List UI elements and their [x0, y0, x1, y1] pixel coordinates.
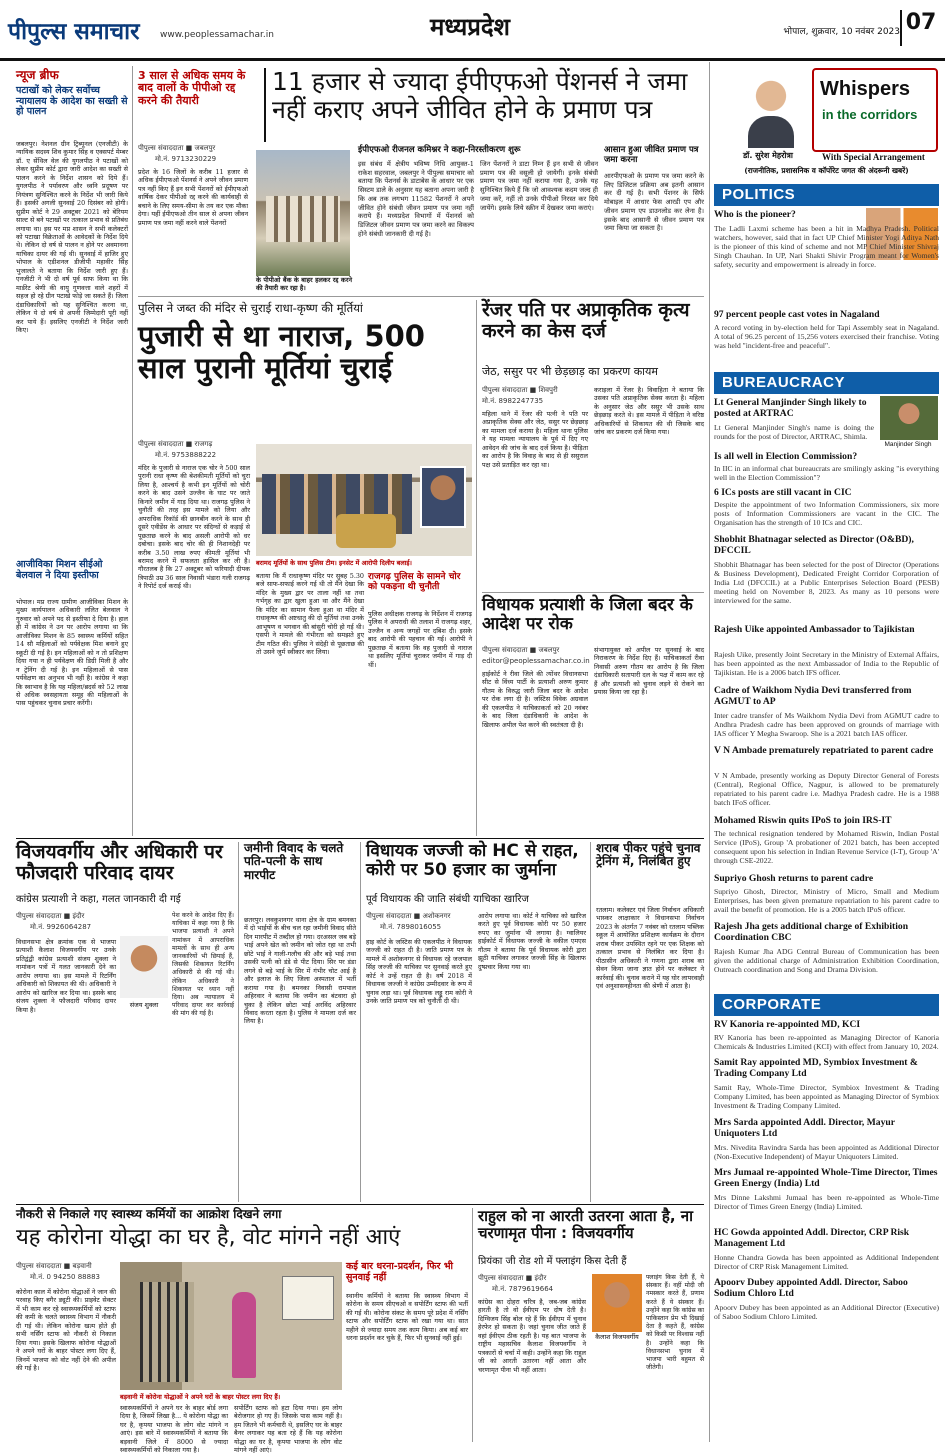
- corporate-item-text: Mrs Dinne Lakshmi Jumaal has been re-appointed as Whole-Time Director of Times Green Energy (India) Limited.: [714, 1193, 939, 1212]
- section-divider: [138, 296, 704, 297]
- bureaucracy-item-text: Supriyo Ghosh, Director, Ministry of Micro, Small and Medium Enterprises, has been given premature repatriation to his parent cadre to avail the benefit of promotion. He is a 2005 batch IPoS officer.: [714, 887, 939, 915]
- corporate-item-text: RV Kanoria has been re-appointed as Managing Director of Kanoria Chemicals & Industries Limited (KCI) with effect from January 10, 2024.: [714, 1033, 939, 1052]
- mla-email[interactable]: editor@peoplessamachar.co.in: [482, 657, 590, 665]
- bureaucracy-item-text: Lt General Manjinder Singh's name is doing the rounds for the post of Director, ARTRAC, Shimla.: [714, 423, 874, 442]
- columnist-photo: [738, 64, 804, 148]
- column-divider: [709, 62, 710, 1442]
- sanjay-shukla-photo: [120, 936, 168, 998]
- theft-mobile: मो.नं. 9753888222: [155, 451, 217, 459]
- theft-sub: राजगढ़ पुलिस के सामने चोर को पकड़ना थी चुनौती: [368, 572, 461, 593]
- corona-col4: स्थानीय कर्मियों ने बताया कि स्वास्थ्य विभाग में कोरोना के समय सीएचओ व सपोर्टिंग स्टाफ की भर्ती की गई थी। कोरोना संकट के समय पूरे प्रदेश में नर्सिंग स्टाफ और सपोर्टिंग स्टाफ को रखा गया था। सात महीने से ज्यादा समय तक काम किया। अब कई बार धरना प्रदर्शन कर चुके हैं, फिर भी सुनवाई नहीं हुई।: [346, 1292, 468, 1343]
- vijay-mobile: मो.नं. 9926064287: [30, 923, 92, 931]
- pension-headline: 11 हजार से ज्यादा ईपीएफओ पेंशनर्स ने जमा नहीं कराए अपने जीवित होने के प्रमाण पत्र: [264, 68, 704, 142]
- bureaucracy-item-text: The technical resignation tendered by Mohamed Riswin, Indian Postal Service (IPoS), Group 'A probationer of 2021 batch, has been accepted consequent upon his selection in Indian Revenue Service (I-T), Group 'A' through CSE-2022.: [714, 829, 939, 866]
- corporate-item-text: Samit Ray, Whole-Time Director, Symbiox Investment & Trading Company Limited, has been appointed as Managing Director of Symbiox Investment & Trading Company Limited.: [714, 1083, 939, 1111]
- mla-col1: हाईकोर्ट ने रीवा जिले की त्योंथर विधानसभा सीट से विंध्य पार्टी के प्रत्याशी अरुण कुमार गौतम के विरुद्ध जारी जिला बदर के आदेश पर रोक लगा दी है। जस्टिस विवेक अग्रवाल की एकलपीठ ने याचिकाकर्ता को 20 नवंबर के बाद जिला दंडाधिकारी के आदेश के खिलाफ अपील पेश करने की स्वतंत्रता दी है।: [482, 670, 588, 729]
- corporate-item-text: Apoorv Dubey has been appointed as an Additional Director (Executive) of Saboo Sodium Chloro Limited.: [714, 1303, 939, 1322]
- brief-headline-firecrackers: पटाखों को लेकर सर्वोच्च न्यायालय के आदेश का सख्ती से हो पालन: [16, 85, 128, 118]
- vijay-sub: कांग्रेस प्रत्याशी ने कहा, गलत जानकारी दी गई: [16, 894, 181, 905]
- bureaucracy-item-title: Rajesh Jha gets additional charge of Exhibition Coordination CBC: [714, 921, 909, 943]
- brief-headline-resignation: आजीविका मिशन सीईओ बेलवाल ने दिया इस्तीफा: [16, 559, 103, 581]
- dowry-col2: कराइला में रेंजर है। विवाहिता ने बताया कि उसका पति अप्राकृतिक सेक्स करता है। महिला के अनुसार जेठ और ससुर भी उसके साथ छेड़छाड़ करते थे। इस मामले में पीड़िता ने वरिष्ठ अधिकारियों से शिकायत की थी जिसके बाद जांच कर प्रकरण दर्ज किया गया।: [594, 386, 704, 437]
- bureaucracy-item-text: Rajesh Kumar Jha ADG Central Bureau of Communication has been given the additional charge of Administration Exhibition Coordination, Outreach coordination and Song and Drama Division.: [714, 947, 939, 975]
- bureaucracy-item-text: V N Ambade, presently working as Deputy Director General of Forests (Central), Regional Office, Nagpur, is allowed to be prematurely repatriated to his parent cadre i.e. Madhya Pradesh cadre. He is a 1988 batch IFoS officer.: [714, 771, 939, 808]
- politics-section-header: POLITICS: [714, 184, 939, 206]
- corona-headline: यह कोरोना योद्धा का घर है, वोट मांगने नहीं आएं: [16, 1225, 401, 1250]
- brief-body-resignation: भोपाल। मप्र राज्य ग्रामीण आजीविका मिशन के मुख्य कार्यपालन अधिकारी ललित बेलवाल ने गुरुवार को अपने पद से इस्तीफा दे दिया है। हाल ही में कांग्रेस ने उन पर आरोप लगाया था कि आजीविका मिशन के 85 स्वास्थ्य कर्मियों सहित 14 सौ महिलाओं को पर्यवेक्षक मिश बनाने हुए स्कूटी दी गई है। इन महिलाओं को न तो प्रशिक्षण दिया गया न ही पर्यवेक्षण की डिग्री मिली है और न ट्रेनिंग दी गई है। इन महिलाओं से पास पर्यवेक्षण का अनुभव भी नहीं है। कांग्रेस ने कहा कि स्वाभाव है कि यह महिला/ब्रदर्स को 52 लाख से अधिक स्वसहायता समूह की महिलाओं के पास पहुंचकर चुनाव प्रचार करेंगी।: [16, 598, 128, 708]
- priyanka-byline: पीपुल्स संवाददाता ■ इंदौर: [478, 1274, 547, 1282]
- masthead-date: भोपाल, शुक्रवार, 10 नवंबर 2023: [783, 27, 900, 37]
- corona-kicker: नौकरी से निकाले गए स्वास्थ्य कर्मियों का आक्रोश दिखने लगा: [16, 1207, 282, 1221]
- whispers-logo: [812, 68, 938, 152]
- pension-sub2: आसान हुआ जीवित प्रमाण पत्र जमा करना: [604, 145, 699, 165]
- masthead-website[interactable]: www.peoplessamachar.in: [160, 30, 274, 40]
- bureaucracy-item-title: Cadre of Waikhom Nydia Devi transferred from AGMUT to AP: [714, 685, 912, 707]
- bureaucracy-item-title: Lt General Manjinder Singh likely to posted at ARTRAC: [714, 397, 867, 419]
- theft-col2: बताया कि मैं राधाकृष्ण मंदिर पर सुबह 5.30 बजे साफ-सफाई करने गई थी तो मैंने देखा कि मंदिर के मुख्य द्वार पर ताला नहीं था तथा गर्भगृह का द्वार खुला हुआ था और मैंने देखा कि मंदिर का सामान फैला हुआ था मंदिर में राधाकृष्ण की अष्टधातु की दो मूर्तियां तथा उनके आभूषण व भगवान की बांसुरी चोरी हो गई थी। एसपी ने मामले की गंभीरता को समझते हुए टीम गठित की। पुलिस ने संदेही से पूछताछ की तो उसने जुर्म स्वीकार कर लिया।: [256, 572, 364, 657]
- corona-col1: कोरोना काल में कोरोना योद्धाओं ने जान की परवाह किए बगैर ड्यूटी की। प्राइवेट सेक्टर में भी काम कर रहे स्वास्थ्यकर्मियों को स्टाफ की कमी के चलते स्वास्थ्य विभाग में नौकरी दी गई थी। लेकिन कोरोना खत्म होते ही सभी नर्सिंग स्टाफ को नौकरी से निकाल दिया गया। इसके खिलाफ कोरोना योद्धाओं ने अपने घरों के बाहर पोस्टर लगा दिए हैं, जिनमें भाजपा को वोट नहीं देने की अपील की गई है।: [16, 1288, 116, 1373]
- pension-col2: इस संबंध में क्षेत्रीय भविष्य निधि आयुक्त-1 राकेश सहरवाल, जबलपुर ने पीपुल्स समाचार को बताया कि पेंशनर्स के डाटाबेस के आधार पर एक सिस्टम डाले के अनुसार यह बताना अपना जारी है कि अब तक लगभग 11582 पेंशनरों ने अपने जीवित होने संबंधी जीवन प्रमाण पत्र जमा नहीं कराये हैं। मध्यप्रदेश विभागों में पेंशनर्स को डिजिटल जीवन प्रमाण पत्र जमा करने का विकल्प होने संबंधी जानकारी दी गई है।: [358, 160, 474, 238]
- vijay-photo-caption: संजय शुक्ला: [129, 1001, 159, 1009]
- corona-col2: स्वास्थ्यकर्मियों ने अपने घर के बाहर बोर्ड लगा दिया है, जिसमें लिखा है... ये कोरोना योद्धा का घर है, कृपया भाजपा के लोग वोट मांगने न आएं। इस बारे में स्वास्थ्यकर्मियों ने बताया कि बड़वानी जिले में 8000 से ज्यादा स्वास्थ्यकर्मियों को निकाला गया है।: [120, 1404, 228, 1455]
- corona-photo-caption: बड़वानी में कोरोना योद्धाओं ने अपने घरों के बाहर पोस्टर लगा दिए हैं।: [120, 1393, 281, 1401]
- corporate-item-title: Mrs Jumaal re-appointed Whole-Time Director, Times Green Energy (India) Ltd: [714, 1167, 938, 1189]
- section-divider: [482, 592, 704, 593]
- vijay-col1: विधानसभा क्षेत्र क्रमांक एक से भाजपा प्रत्याशी कैलाश विजयवर्गीय पर उनके प्रतिद्वंद्वी कांग्रेस प्रत्याशी संजय शुक्ला ने नामांकन पत्रों में गलत जानकारी देने का आरोप लगाया था। इस मामले में रिटर्निंग अधिकारी को शिकायत की थी। अधिकारी ने आरोप को खारिज कर दिया था। इसके बाद संजय शुक्ला ने फौजदारी परिवाद दायर किया है।: [16, 938, 116, 1014]
- priyanka-headline: राहुल को ना आरती उतरना आता है, ना चरणामृत पीना : विजयवर्गीय: [478, 1207, 693, 1242]
- judge-col2: आरोप लगाया था। कोर्ट ने याचिका को खारिज करते हुए पूर्व विधायक कोरी पर 50 हजार रुपए का जुर्माना भी लगाया है। ग्वालियर हाईकोर्ट में विधायक जज्जी के वकील एमएस गौतम ने बताया कि पूर्व विधायक कोरी द्वारा झूठी याचिका लगाकर जज्जी सिंह के खिलाफ दुष्प्रचार किया गया था।: [478, 912, 586, 971]
- column-divider: [132, 66, 133, 836]
- pension-sub1: ईपीएफओ रीजनल कमिश्नर ने कहा-निरस्तीकरण शुरू: [358, 145, 521, 155]
- corporate-item-text: Honne Chandra Gowda has been appointed as Additional Independent Director of CRP Risk Management Limited.: [714, 1253, 939, 1272]
- masthead-section: मध्यप्रदेश: [429, 13, 511, 41]
- priyanka-photo-caption: कैलाश विजयवर्गीय: [595, 1333, 639, 1341]
- corporate-item-title: Mrs Sarda appointed Addl. Director, Mayur Uniquoters Ltd: [714, 1117, 895, 1139]
- politics-item-text: The Ladli Laxmi scheme has been a hit in Madhya Pradesh. Political watchers, however, said that in fact UP Chief Minister Yogi Aditya Nath is the pioneer of this kind of scheme and not MP Chief Minister Shivraj Singh Chauhan. In UP, Nari Shakti Shivir Program meant for Women's safety, security and empowerment is already in force.: [714, 224, 939, 270]
- mla-byline: पीपुल्स संवाददाता ■ जबलपुर: [482, 646, 560, 654]
- dowry-mobile: मो.नं. 8982247735: [482, 397, 544, 405]
- corona-sub: कई बार धरना-प्रदर्शन, फिर भी सुनवाई नहीं: [346, 1261, 453, 1283]
- bureaucracy-item-text: Inter cadre transfer of Ms Waikhom Nydia Devi from AGMUT cadre to Andhra Pradesh cadre has been approved on grounds of marriage with IAS officer Y Megha Swaroop. She is a 2021 batch IAS officer.: [714, 711, 939, 739]
- epfo-building-photo: [256, 150, 350, 276]
- priyanka-col1: कांग्रेस का दोहरा चरित्र है, जब-जब कांग्रेस हारती है तो वो ईवीएम पर दोष देती है। दिग्विजय सिंह बोल रहे हैं कि ईवीएम में चुनाव हेरफेर हो सकता है। जहां चुनाव जीत जाते हैं वहां ईवीएम ठीक रहती है। यह बात भाजपा के राष्ट्रीय महासचिव कैलाश विजयवर्गीय ने पत्रकारों से चर्चा में कही। उन्होंने कहा कि राहुल जी को आरती उतारना नहीं आता और चरणामृत पीना भी नहीं आता।: [478, 1298, 586, 1374]
- politics-item-text: A record voting in by-election held for Tapi Assembly seat in Nagaland. A total of 96.25 percent of 15,256 voters exercised their franchise. Voting was held "incident-free and peaceful".: [714, 323, 939, 351]
- whispers-subtitle: in the corridors: [822, 107, 918, 122]
- theft-col1: मंदिर के पुजारी से नाराज एक चोर ने 500 साल पुरानी राधा कृष्ण की बेशकीमती मूर्तियों को चुरा लिया है, आश्चर्य है कभी इन मूर्तियों को चोरी करने के बाद उसने उज्जैन के घाट पर जाते किनारे जमीन में गाड़ दिया था। राजगढ़ पुलिस ने चुनौती की तरह इस मामले को लिया और अपराधिक रिकॉर्ड की छानबीन करने के साथ ही दूसरे एवीडेंस के आधार पर संदिग्धों से कड़ाई से पूछताछ करने के बाद असली आरोपी को धर दबोचा। इसके बाद चोर की ही निशानदेही पर करीब 3.50 लाख रुपए कीमती मूर्तियां भी बरामद करने में सफलता हासिल कर ली है। गौरतलब है कि 27 अक्टूबर को फरियादी दीपक त्रिपाठी उम्र 36 साल निवासी भंडारा गली राजगढ़ ने रिपोर्ट दर्ज कराई थी।: [138, 464, 250, 591]
- police-team-photo: [256, 444, 472, 556]
- couple-col1: छतरपुर। लवकुशनगर थाना क्षेत्र के ग्राम बमनका में दो भाईयों के बीच चल रहा जमीनी विवाद सीते दिन मारपीट में तब्दील हो गया। दरअसल जब बड़े भाई अपने खेत को जमीन को जोत रहा था तभी छोटे भाई ने गाली-गलौच की और बड़े भाई तथा उसकी पत्नी को डंडे से पीट दिया। सिर पर डंडा लगने से बड़े भाई के सिर में गंभीर चोट आई है और इलाज के लिए जिला अस्पताल में भर्ती कराया गया है। बमनका निवासी रामपाल अहिरवार ने बताया कि जमीन का बंटवारा हो चुका है लेकिन छोटा भाई अरविंद अहिरवार विवाद करता रहता है। पुलिस ने मामला दर्ज कर लिया है।: [244, 916, 356, 1026]
- section-divider: [16, 1204, 704, 1205]
- priyanka-mobile: मो.नं. 7879619664: [492, 1285, 554, 1293]
- corporate-item-title: HC Gowda appointed Addl. Director, CRP Risk Management Ltd: [714, 1227, 910, 1249]
- kailash-vijayvargiya-photo: [592, 1274, 642, 1332]
- column-divider: [472, 1208, 473, 1442]
- judge-col1: हाइ कोर्ट के जस्टिस की एकलपीठ ने विधायक जज्जी को राहत दी है। जाति प्रमाण पत्र के मामले में अशोकनगर से विधायक रहे जजपाल सिंह जज्जी की याचिका पर सुनवाई करते हुए कोर्ट ने उन्हें राहत दी है। वर्ष 2018 में विधायक जज्जी ने कांग्रेस उम्मीदवार के रूप में चुनाव लड़ा था। पूर्व विधायक लड्डू राम कोरी ने उनके जाति प्रमाण पत्र को चुनौती दी थी।: [366, 938, 472, 1006]
- corona-byline: पीपुल्स संवाददाता ■ बड़वानी: [16, 1262, 92, 1270]
- pension-mobile: मो.नं. 9713230229: [155, 155, 217, 163]
- corona-mobile: मो.नं. 0 94250 88883: [30, 1273, 100, 1281]
- priyanka-sub: प्रियंका जी रोड शो में फ्लाइंग किस देती हैं: [478, 1256, 627, 1267]
- special-arrangement: With Special Arrangement: [822, 152, 925, 162]
- judge-byline: पीपुल्स संवाददाता ■ अशोकनगर: [366, 912, 451, 920]
- liquor-headline: शराब पीकर पहुंचे चुनाव ट्रेनिंग में, निलंबित हुए: [596, 841, 701, 869]
- bureaucracy-item-title: Rajesh Uike appointed Ambassador to Tajikistan: [714, 624, 915, 635]
- politics-item-title: 97 percent people cast votes in Nagaland: [714, 309, 880, 320]
- pension-col3: जिन पेंशनरों ने डाटा निम्न हैं इन सभी से जीवन प्रमाण पत्र की वसूली हो जायेगी। इनके संबंधी प्रमाण पत्र जमा नहीं कराया गया है, उनके यह सुनिश्चित किये हैं कि जो आवश्यक कदम जल्द ही जमा करें, नहीं तो उनके पीपीओ निरस्त कर दिये जायेंगे। इसके लिये स्क्रीन में देखकर जमा कराएं।: [480, 160, 598, 212]
- pension-byline: पीपुल्स संवाददाता ■ जबलपुर: [138, 144, 216, 152]
- pension-col4: आरपीएफओ के प्रमाण पत्र जमा करने के लिए डिजिटल प्रक्रिया अब इतनी आसान कर दी गई है। सभी पेंशनर के सिर्फ मोबाइल में आधार फेस आरडी एप और जीवन प्रमाण एप डाउनलोड कर लेना है। इसके बाद आसानी से जीवन प्रमाण पत्र जमा किया जा सकता है।: [604, 172, 704, 233]
- theft-byline: पीपुल्स संवाददाता ■ राजगढ़: [138, 440, 213, 448]
- officer-photo-caption: Manjinder Singh: [884, 441, 932, 448]
- couple-headline: जमीनी विवाद के चलते पति-पत्नी के साथ मारपीट: [244, 841, 344, 882]
- bureaucracy-item-text: Despite the appointment of two Information Commissioners, six more posts of Information Commissioners are vacant in the CIC. The Organisation has the strength of 10 ICs and CIC.: [714, 500, 939, 528]
- officer-photo: [880, 396, 938, 440]
- corporate-item-title: Samit Ray appointed MD, Symbiox Investment & Trading Company Ltd: [714, 1057, 918, 1079]
- column-divider: [590, 842, 591, 1202]
- pension-photo-caption: के पीपीओ बैंक के बाहर हलकर रद्द करने की तैयारी कर रहा है।: [256, 276, 352, 293]
- dowry-byline: पीपुल्स संवाददाता ■ शिवपुरी: [482, 386, 558, 394]
- whispers-tagline: (राजनीतिक, प्रशासनिक व कॉर्पोरेट जगत की अंदरूनी खबरें): [744, 166, 909, 175]
- news-brief-tag: न्यूज ब्रीफ: [16, 68, 59, 82]
- politics-item-title: Who is the pioneer?: [714, 209, 796, 220]
- mla-col2: संभागायुक्त को अपील पर सुनवाई के बाद निराकरण के निर्देश दिए हैं। याचिकाकर्ता रीवा निवासी अरुण गौतम का आरोप है कि जिला दंडाधिकारी सतापारी दल के पक्ष में काम कर रहे हैं और प्रत्याशी को चुनाव लड़ने से रोकने का प्रयास किया जा रहा है।: [594, 646, 704, 697]
- judge-sub: पूर्व विधायक की जाति संबंधी याचिका खारिज: [366, 894, 529, 905]
- corporate-item-title: RV Kanoria re-appointed MD, KCI: [714, 1019, 861, 1030]
- theft-photo-caption: बरामद मूर्तियों के साथ पुलिस टीम। इनसेट में आरोपी दिलीप बलाई।: [256, 559, 412, 567]
- theft-col3: पुलिस अधीक्षक राजगढ़ के निर्देशन में राजगढ़ पुलिस ने अपराधी की तलाश में राजगढ़ शहर, उज्जैन व अन्य जगहों पर दबिश दी। इसके बाद आरोपी की पहचान की गई। आरोपी ने पूछताछ में बताया कि वह पुजारी से नाराज था इसलिए मूर्तियां चुराकर जमीन में गाड़ दी थीं।: [368, 610, 472, 669]
- corona-col3: सपोर्टिंग स्टाफ को हटा दिया गया। हम लोग बेरोजगार हो गए हैं। जिसके पास काम नहीं है। हम जितने भी कर्मचारी थे, इसलिए घर के बाहर बैनर लगाकर यह बता रहे हैं कि यह कोरोना योद्धा का घर है, कृपया भाजपा के लोग वोट मांगने नहीं आएं।: [234, 1404, 342, 1455]
- priyanka-col2: फ्लाइंग किस देती हैं, ये संस्कार हैं। वहीं मोदी जी नमस्कार करते हैं, प्रणाम करते हैं ये संस्कार हैं। उन्होंने कहा कि कांग्रेस का पाकिस्तान प्रेम भी दिखाई देता है कहते हैं, कांग्रेस को किसी पर विश्वास नहीं है। उन्होंने कहा कि विधानसभा चुनाव में भाजपा भारी बहुमत से जीतेगी।: [646, 1274, 704, 1372]
- theft-headline: पुजारी से था नाराज, 500 साल पुरानी मूर्तियां चुराई: [138, 319, 425, 386]
- whispers-title: Whispers: [820, 78, 911, 100]
- judge-mobile: मो.नं. 7898016055: [380, 923, 442, 931]
- liquor-col1: रतलाम। कलेक्टर एवं जिला निर्वाचन अधिकारी भास्कर लाक्षाकार ने विधानसभा निर्वाचन 2023 के अंतर्गत 7 नवंबर को रतलाम पब्लिक स्कूल में आयोजित प्रशिक्षण कार्यक्रम के दौरान शराब पीकर उपस्थित रहने पर एक शिक्षक को तत्काल प्रभाव से निलंबित कर दिया है। पीठासीन अधिकारी ने गणना द्वारा शराब का सेवन किया जाना ज्ञात होने पर कलेक्टर ने कार्रवाई की। चुनाव कराने में यह घोर लापरवाही एवं अनुशासनहीनता की श्रेणी में आता है।: [596, 906, 704, 991]
- column-divider: [238, 842, 239, 1202]
- section-divider: [16, 838, 704, 839]
- judge-headline: विधायक जज्जी को HC से राहत, कोरी पर 50 हजार का जुर्माना: [366, 841, 579, 881]
- bureaucracy-item-title: Mohamed Riswin quits IPoS to join IRS-IT: [714, 815, 892, 826]
- mla-headline: विधायक प्रत्याशी के जिला बदर के आदेश पर रोक: [482, 595, 693, 635]
- corporate-item-title: Apoorv Dubey appointed Addl. Director, Saboo Sodium Chloro Ltd: [714, 1277, 908, 1299]
- pension-kicker: 3 साल से अधिक समय के बाद वालों के पीपीओ रद्द करने की तैयारी: [138, 69, 246, 107]
- bureaucracy-item-title: Shobhit Bhatnagar selected as Director (O&BD), DFCCIL: [714, 534, 914, 556]
- masthead-paper-name: पीपुल्स समाचार: [8, 19, 140, 45]
- corporate-item-text: Mrs. Nivedita Ravindra Sarda has been appointed as Additional Director (Non-Executive Independent) of Mayur Uniquoters Limited.: [714, 1143, 939, 1162]
- brief-body-firecrackers: जबलपुर। नेशनल ग्रीन ट्रिब्यूनल (एनजीटी) के न्यायिक सदस्य शिव कुमार सिंह व एक्सपर्ट मेम्बर डॉ. ए सेंथिल वेल की युगलपीठ ने पटाखों को लेकर सुप्रीम कोर्ट द्वारा जारी आदेश का सख्ती से पालन करने के निर्देश शासन को दिये हैं। युगलपीठ ने पर्यावरण और ध्वनि प्रदूषण पर नियंत्रण सुनिश्चित करने के निर्देश भी जारी किये हैं। इसकी अगली सुनवाई 20 दिसंबर को होगी। सुप्रीम कोर्ट ने 29 अक्टूबर 2021 को बेरियम साल्ट से बने पटाखों पर तत्काल प्रभाव से प्रतिबंध लगाया था। इस पर मप्र शासन ने सभी कलेक्टरों को पटाखा विक्रेताओं के आवेदकों के निर्देश दिये थे। लेकिन दो वर्ष से पालन न होने पर अवमानना याचिका दायर की गई थी। सुनवाई में हाजिर हुए भोपाल के एडीशनल डीजीपी महावीर सिंह भुजालते ने बताया कि निर्देश जारी हुए हैं। एनजीटी ने भी दो वर्ष पूर्व साफ किया था कि मार्डरेट श्रेणी की वायु गुणवत्ता वाले शहरों में सहज हो रहे ग्रीन पटाखे फोड़े जा सकते हैं। जिला दंडाधिकारियों को यह सुनिश्चित करना था, लेकिन ये दो वर्ष से अपनी जिम्मेदारी पूरी नहीं कर पाये हैं। इसलिए एनजीटी ने निर्देश जारी किए।: [16, 140, 128, 334]
- accused-inset-photo: [420, 466, 466, 528]
- corporate-section-header: CORPORATE: [714, 994, 939, 1016]
- bureaucracy-item-title: V N Ambade prematurely repatriated to parent cadre: [714, 745, 934, 756]
- dowry-headline: रेंजर पति पर अप्राकृतिक कृत्य करने का केस दर्ज: [482, 299, 690, 343]
- bureaucracy-item-title: Supriyo Ghosh returns to parent cadre: [714, 873, 874, 884]
- masthead-divider: [0, 58, 945, 61]
- masthead: [0, 0, 945, 58]
- column-divider: [360, 842, 361, 1202]
- corona-warrior-house-photo: [120, 1262, 342, 1390]
- vijay-byline: पीपुल्स संवाददाता ■ इंदौर: [16, 912, 85, 920]
- bureaucracy-item-text: Rajesh Uike, presently Joint Secretary in the Ministry of External Affairs, has been appointed as the next Ambassador of India to the Republic of Tajikistan. He is a 2006 batch IFS officer.: [714, 650, 939, 678]
- column-divider: [476, 300, 477, 836]
- vijay-headline: विजयवर्गीय और अधिकारी पर फौजदारी परिवाद दायर: [16, 841, 223, 885]
- bureaucracy-item-text: In IIC in an informal chat bureaucrats are smilingly asking "is everything well in the Election Commission"?: [714, 464, 939, 483]
- bureaucracy-item-title: 6 ICs posts are still vacant in CIC: [714, 487, 852, 498]
- bureaucracy-section-header: BUREAUCRACY: [714, 372, 939, 394]
- columnist-name: डॉ. सुरेश मेहरोत्रा: [743, 151, 793, 160]
- pension-col1: प्रदेश के 16 जिलों के करीब 11 हजार से अधिक ईपीएफओ पेंशनर्स ने अपने जीवन प्रमाण पत्र नहीं किए हैं इन सभी पेंशनरों को ईपीएफओ वार्षिक देकर पीपीओ रद्द करने की कार्यवाही से बचाने के लिए समय-सीमा के तय कर एक मौका देगा। यहीं ईपीएफओ तीन साल से अपना जीवन प्रमाण पत्र जमा नहीं करने वाले पेंशनरों: [138, 168, 248, 227]
- dowry-sub: जेठ, ससुर पर भी छेड़छाड़ का प्रकरण कायम: [482, 365, 658, 378]
- theft-kicker: पुलिस ने जब्त की मंदिर से चुराई राधा-कृष्ण की मूर्तियां: [138, 301, 363, 315]
- dowry-col1: महिला थाने में रेंजर की पत्नी ने पति पर अप्राकृतिक सेक्स और जेठ, ससुर पर छेड़छाड़ का मामला दर्ज कराया है। महिला थाना पुलिस ने यह मामला न्यायालय के पूर्व में दिए गए आवेदन की जांच के बाद दर्ज किया है। पीड़िता का आरोप है कि विवाह के बाद से ही ससुराल पक्ष उसे प्रताड़ित कर रहा था।: [482, 410, 588, 469]
- bureaucracy-item-text: Shobhit Bhatnagar has been selected for the post of Director (Operations & Business Development), Dedicated Freight Corridor Corporation of India Ltd (DFCCIL) at a Public Enterprises Selection Board (PESB) meeting held on November 8, 2023. As many as 10 persons were interviewed for the same.: [714, 560, 939, 606]
- bureaucracy-item-title: Is all well in Election Commission?: [714, 451, 858, 462]
- vijay-col2: पेश करने के आदेश दिए हैं। याचिका में कहा गया है कि भाजपा प्रत्याशी ने अपने नामांकन में आपराधिक मामलों के साथ ही अन्य जानकारियों भी छिपाई हैं, जिसकी शिकायत रिटर्निंग अधिकारी से की गई थी। लेकिन अधिकारी ने शिकायत पर ध्यान नहीं दिया। अब न्यायालय में परिवाद दायर कर कार्रवाई की मांग की गई है।: [172, 912, 234, 1018]
- masthead-page-number: 07: [900, 10, 940, 46]
